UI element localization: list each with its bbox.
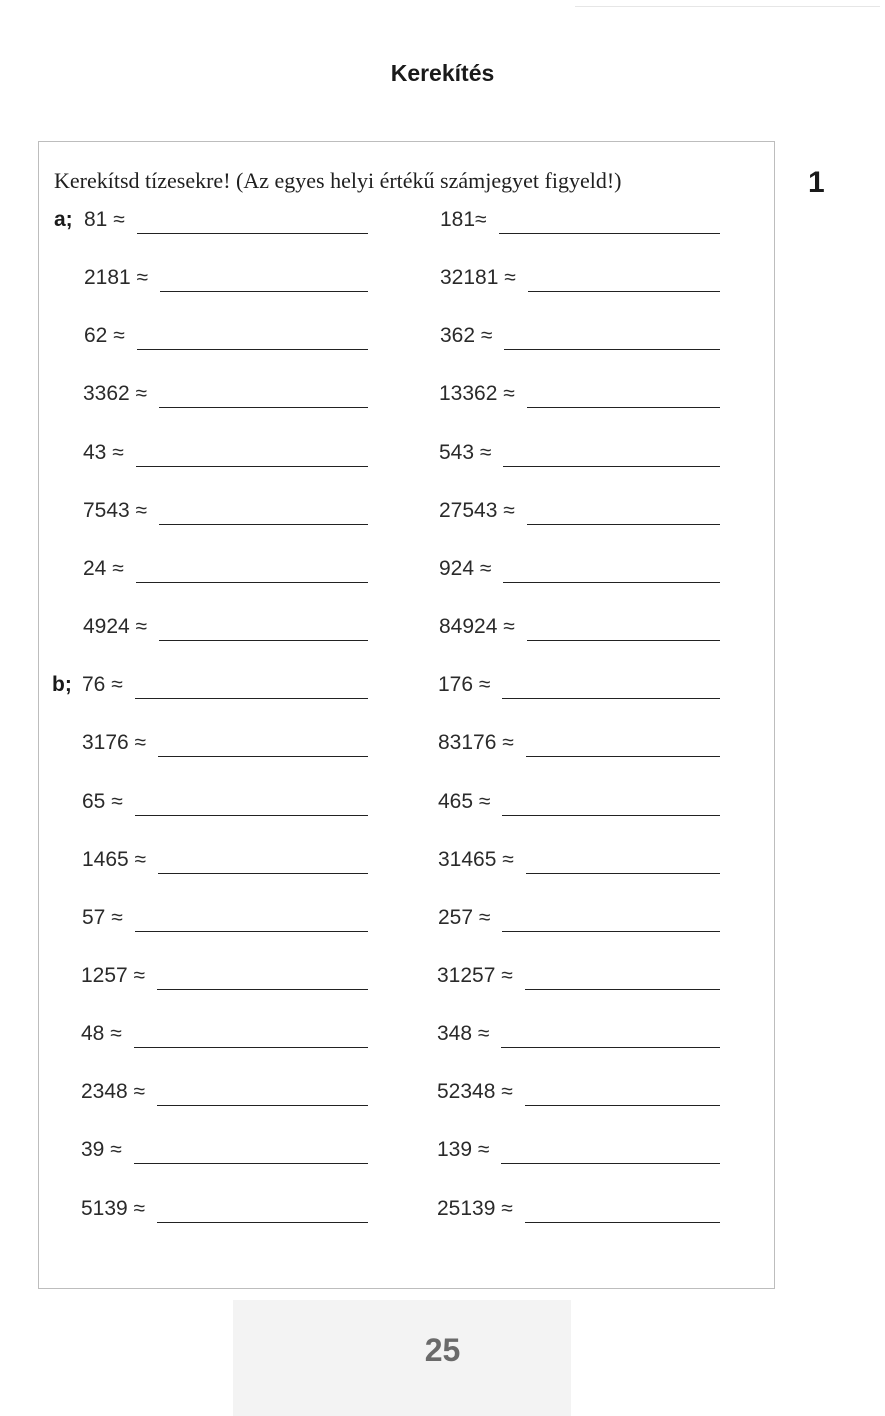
answer-blank[interactable]	[499, 233, 720, 234]
page-number: 25	[424, 1332, 461, 1368]
rounding-expression: 348 ≈	[437, 1022, 490, 1045]
exercise-item-right	[437, 1020, 724, 1048]
rounding-expression: 139 ≈	[437, 1138, 490, 1161]
rounding-expression: 2348 ≈	[81, 1080, 146, 1103]
exercise-item-right	[438, 788, 724, 816]
exercise-item-left	[53, 555, 372, 583]
rounding-expression: 1257 ≈	[81, 964, 146, 987]
answer-blank[interactable]	[137, 233, 368, 234]
exercise-item-left	[54, 322, 372, 350]
answer-blank[interactable]	[135, 698, 368, 699]
rounding-expression: 4924 ≈	[83, 615, 148, 638]
exercise-item-left	[51, 1136, 372, 1164]
rounding-expression: 2181 ≈	[84, 266, 149, 289]
exercise-item-left	[51, 962, 372, 990]
rounding-expression: 32181 ≈	[440, 266, 516, 289]
rounding-expression: 39 ≈	[81, 1138, 122, 1161]
exercise-item-right	[439, 439, 724, 467]
rounding-expression: 83176 ≈	[438, 731, 514, 754]
exercise-item-right	[440, 206, 724, 234]
exercise-item-left	[52, 788, 372, 816]
page-title: Kerekítés	[390, 60, 495, 86]
rounding-expression: 57 ≈	[82, 906, 123, 929]
part-label: b;	[52, 673, 72, 696]
answer-blank[interactable]	[502, 815, 720, 816]
answer-blank[interactable]	[525, 1105, 720, 1106]
rounding-expression: 176 ≈	[438, 673, 491, 696]
rounding-expression: 27543 ≈	[439, 499, 515, 522]
rounding-expression: 81 ≈	[84, 208, 125, 231]
exercise-item-right	[439, 380, 724, 408]
answer-blank[interactable]	[502, 698, 720, 699]
answer-blank[interactable]	[135, 931, 368, 932]
part-label: a;	[54, 208, 73, 231]
answer-blank[interactable]	[526, 873, 720, 874]
exercise-item-right	[437, 1078, 724, 1106]
exercise-item-left	[53, 380, 372, 408]
answer-blank[interactable]	[134, 1047, 368, 1048]
exercise-number: 1	[808, 166, 825, 199]
answer-blank[interactable]	[158, 873, 368, 874]
answer-blank[interactable]	[501, 1047, 720, 1048]
rounding-expression: 257 ≈	[438, 906, 491, 929]
rounding-expression: 48 ≈	[81, 1022, 122, 1045]
exercise-item-right	[440, 322, 724, 350]
answer-blank[interactable]	[159, 407, 368, 408]
exercise-item-left	[54, 206, 372, 234]
answer-blank[interactable]	[504, 349, 720, 350]
answer-blank[interactable]	[525, 989, 720, 990]
exercise-item-right	[437, 1136, 724, 1164]
exercise-item-right	[440, 264, 724, 292]
exercise-item-left	[53, 497, 372, 525]
exercise-item-right	[437, 962, 724, 990]
exercise-item-left	[54, 264, 372, 292]
exercise-item-left	[51, 1078, 372, 1106]
rounding-expression: 181≈	[440, 208, 487, 231]
rounding-expression: 25139 ≈	[437, 1197, 513, 1220]
exercise-item-right	[438, 671, 724, 699]
exercise-item-left	[52, 904, 372, 932]
rounding-expression: 31465 ≈	[438, 848, 514, 871]
answer-blank[interactable]	[525, 1222, 720, 1223]
exercise-item-left	[52, 729, 372, 757]
rounding-expression: 43 ≈	[83, 441, 124, 464]
exercise-item-right	[438, 846, 724, 874]
exercise-item-left	[51, 1020, 372, 1048]
exercise-item-right	[439, 497, 724, 525]
exercise-item-left	[51, 1195, 372, 1223]
answer-blank[interactable]	[158, 756, 368, 757]
rounding-expression: 84924 ≈	[439, 615, 515, 638]
answer-blank[interactable]	[136, 466, 368, 467]
rounding-expression: 7543 ≈	[83, 499, 148, 522]
answer-blank[interactable]	[157, 1222, 368, 1223]
rounding-expression: 13362 ≈	[439, 382, 515, 405]
exercise-item-right	[437, 1195, 724, 1223]
answer-blank[interactable]	[137, 349, 368, 350]
answer-blank[interactable]	[159, 640, 368, 641]
rounding-expression: 24 ≈	[83, 557, 124, 580]
exercise-instruction: Kerekítsd tízesekre! (Az egyes helyi értékű számjegyet figyeld!)	[54, 168, 622, 193]
exercise-item-right	[439, 555, 724, 583]
exercise-item-right	[439, 613, 724, 641]
exercise-box	[38, 141, 775, 1289]
answer-blank[interactable]	[159, 524, 368, 525]
answer-blank[interactable]	[528, 291, 720, 292]
answer-blank[interactable]	[501, 1163, 720, 1164]
exercise-item-right	[438, 904, 724, 932]
answer-blank[interactable]	[502, 931, 720, 932]
rounding-expression: 62 ≈	[84, 324, 125, 347]
answer-blank[interactable]	[157, 989, 368, 990]
exercise-item-left	[53, 613, 372, 641]
rounding-expression: 465 ≈	[438, 790, 491, 813]
rounding-expression: 1465 ≈	[82, 848, 147, 871]
answer-blank[interactable]	[503, 466, 720, 467]
rounding-expression: 31257 ≈	[437, 964, 513, 987]
answer-blank[interactable]	[160, 291, 368, 292]
rounding-expression: 924 ≈	[439, 557, 492, 580]
rounding-expression: 52348 ≈	[437, 1080, 513, 1103]
exercise-item-left	[52, 846, 372, 874]
rounding-expression: 5139 ≈	[81, 1197, 146, 1220]
answer-blank[interactable]	[503, 582, 720, 583]
answer-blank[interactable]	[134, 1163, 368, 1164]
answer-blank[interactable]	[135, 815, 368, 816]
rounding-expression: 362 ≈	[440, 324, 493, 347]
exercise-item-right	[438, 729, 724, 757]
top-edge-line	[575, 6, 880, 7]
rounding-expression: 543 ≈	[439, 441, 492, 464]
answer-blank[interactable]	[526, 756, 720, 757]
rounding-expression: 65 ≈	[82, 790, 123, 813]
rounding-expression: 76 ≈	[82, 673, 123, 696]
rounding-expression: 3362 ≈	[83, 382, 148, 405]
answer-blank[interactable]	[527, 640, 720, 641]
exercise-item-left	[53, 439, 372, 467]
exercise-item-left	[52, 671, 372, 699]
answer-blank[interactable]	[157, 1105, 368, 1106]
answer-blank[interactable]	[527, 524, 720, 525]
answer-blank[interactable]	[136, 582, 368, 583]
rounding-expression: 3176 ≈	[82, 731, 147, 754]
answer-blank[interactable]	[527, 407, 720, 408]
